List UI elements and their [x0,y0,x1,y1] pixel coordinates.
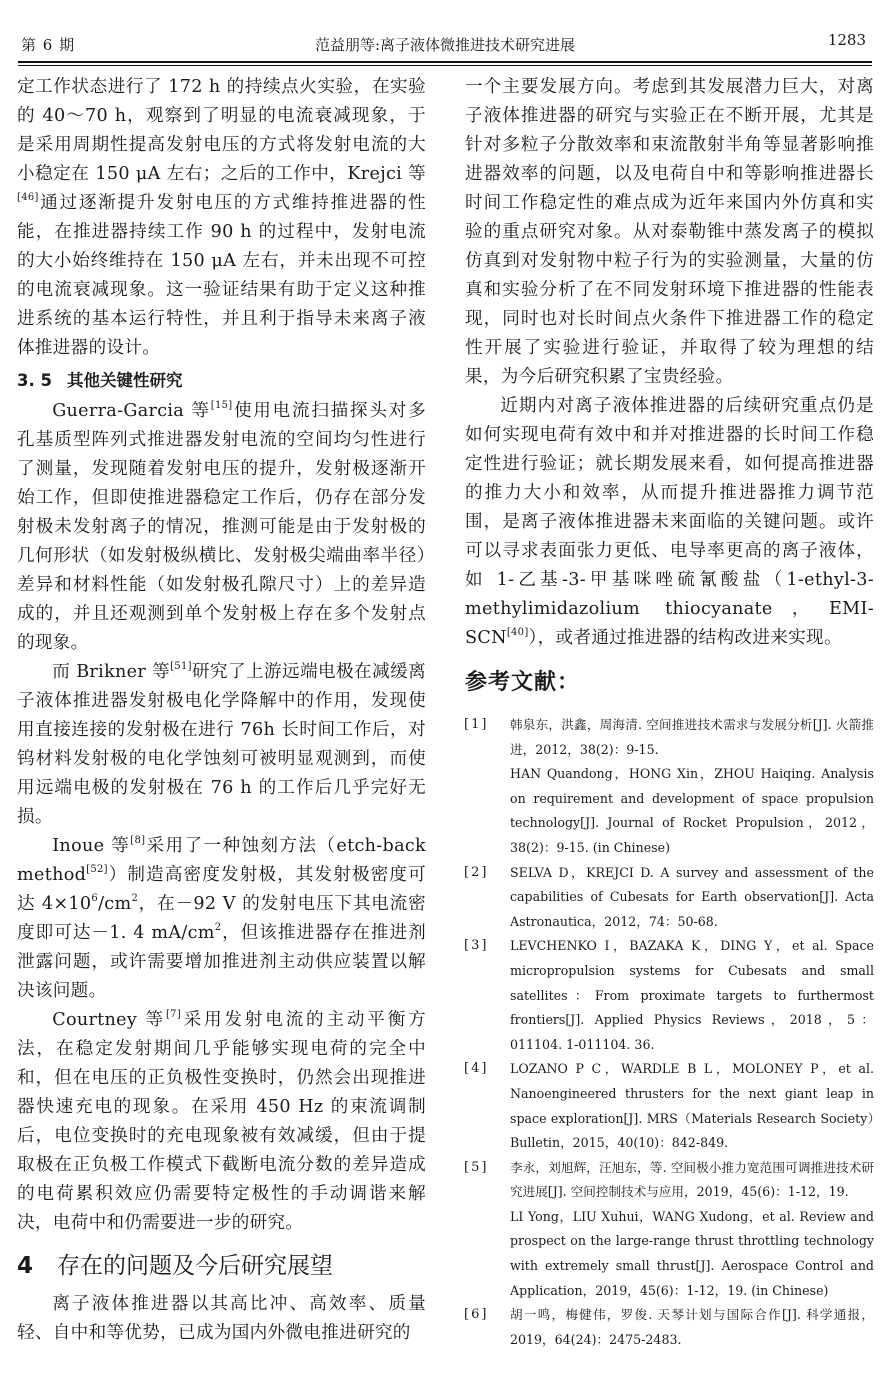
reference-item [465,1303,874,1352]
text: Guerra-Garcia 等 [52,401,211,421]
reference-text: LEVCHENKO I，BAZAKA K，DING Y，et al. Space micropropulsion systems for Cubesats and small satellites：From proximate targets to furthermost frontiers[J]. Applied Physics Reviews，2018，5：011104. 1-011104. 36. [510,938,874,1052]
section-heading-3-5 [17,365,426,397]
reference-text: 胡一鸣，梅健伟，罗俊. 天琴计划与国际合作[J]. 科学通报，2019，64(24)：2475-2483. [510,1307,874,1347]
paragraph [17,73,426,363]
paragraph [17,832,426,1006]
section-heading-4 [17,1244,426,1288]
citation: [46] [17,192,39,203]
text: 采用了一种蚀刻方法（etch-back method [17,836,426,885]
citation: [7] [165,1009,182,1020]
reference-label: [4] [464,1061,489,1077]
text: 使用电流扫描探头对多孔基质型阵列式推进器发射电流的空间均匀性进行了测量，发现随着发射电压的提升，发射极逐渐开始工作，但即使推进器稳定工作后，仍存在部分发射极未发射离子的情况，推测可能是由于发射极的几何形状（如发射极纵横比、发射极尖端曲率半径）差异和材料性能（如发射极孔隙尺寸）上的差异造成的，并且还观测到单个发射极上存在多个发射点的现象。 [17,401,426,653]
text: Inoue 等 [52,836,131,856]
exponent: 6 [91,893,99,904]
text: 一个主要发展方向。考虑到其发展潜力巨大，对离子液体推进器的研究与实验正在不断开展，尤其是针对多粒子分散效率和束流散射半角等显著影响推进器效率的问题，以及电荷自中和等影响推进器长时间工作稳定性的难点成为近年来国内外仿真和实验的重点研究对象。从对泰勒锥中蒸发离子的模拟仿真到对发射物中粒子行为的实验测量，大量的仿真和实验分析了在不同发射环境下推进器的性能表现，同时也对长时间点火条件下推进器工作的稳定性开展了实验进行验证，并取得了较为理想的结果，为今后研究积累了宝贵经验。 [465,77,874,387]
text: ，在－92 V 的发射电压下其电流密度即可达－1. 4 mA/cm [17,894,426,943]
text: 离子液体推进器以其高比冲、高效率、质量轻、自中和等优势，已成为国内外微电推进研究的 [17,1294,426,1343]
right-column [465,73,874,1352]
section-number: 3. 5 [17,371,52,390]
text: ，但该推进器存在推进剂泄露问题，或许需要增加推进剂主动供应装置以解决该问题。 [17,923,426,1001]
citation: [8] [130,835,146,846]
reference-label: [5] [464,1159,489,1175]
exponent: 2 [214,922,222,933]
reference-text-en: LI Yong，LIU Xuhui，WANG Xudong，et al. Review and prospect on the large-range thrust throttling technology with extremely small thrust[J]. Aerospace Control and Application，2019，45(6)：1-12，19. (in Chinese) [510,1208,874,1298]
text: 近期内对离子液体推进器的后续研究重点仍是如何实现电荷有效中和并对推进器的长时间工作稳定性进行验证；就长期发展来看，如何提高推进器的推力大小和效率，从而提升推进器推力调节范围，是离子液体推进器未来面临的关键问题。或许可以寻求表面张力更低、电导率更高的离子液体，如 1-乙基-3-甲基咪唑硫氰酸盐（1-ethyl-3-methylimidazolium thiocyanate，EMI-SCN [465,396,874,648]
reference-item [465,1057,874,1155]
reference-item [465,1156,874,1304]
section-title: 存在的问题及今后研究展望 [57,1253,333,1279]
text: ），或者通过推进器的结构改进来实现。 [528,628,842,648]
reference-item [465,934,874,1057]
reference-label: [3] [464,938,489,954]
paragraph [17,1006,426,1238]
text: 定工作状态进行了 172 h 的持续点火实验，在实验的 40～70 h，观察到了明显的电流衰减现象，于是采用周期性提高发射电压的方式将发射电流的大小稳定在 150 μA 左右；之后的工作中，Krejci 等 [17,77,426,184]
references-heading: 参考文献： [465,670,581,695]
text: ）制造高密度发射极，其发射极密度可达 4×10 [17,865,426,914]
header-rule-thin [18,65,872,66]
reference-text: LOZANO P C，WARDLE B L，MOLONEY P，et al. Nanoengineered thrusters for the next giant leap in space exploration[J]. MRS（Materials Research Society）Bulletin，2015，40(10)：842-849. [510,1061,874,1151]
reference-item [465,713,874,861]
header-rule [18,61,872,63]
issue-number: 第 6 期 [21,36,76,54]
reference-text-en: HAN Quandong，HONG Xin，ZHOU Haiqing. Analysis on requirement and development of space propulsion technology[J]. Journal of Rocket Propulsion，2012，38(2)：9-15. (in Chinese) [510,766,874,855]
text: 通过逐渐提升发射电压的方式维持推进器的性能，在推进器持续工作 90 h 的过程中，发射电流的大小始终维持在 150 μA 左右，并未出现不可控的电流衰减现象。这一验证结果有助于定义这种推进系统的基本运行特性，并且利于指导未来离子液体推进器的设计。 [17,193,426,358]
reference-text: 韩泉东，洪鑫，周海清. 空间推进技术需求与发展分析[J]. 火箭推进，2012，38(2)：9-15. [510,717,874,757]
exponent: 2 [131,893,139,904]
citation: [51] [170,661,192,672]
running-title: 范益朋等:离子液体微推进技术研究进展 [314,36,576,54]
section-number: 4 [17,1253,34,1279]
reference-label: [1] [464,717,489,732]
text: 而 Brikner 等 [52,662,171,682]
reference-label: [6] [464,1307,489,1323]
text: /cm [98,894,132,914]
paragraph [465,73,874,392]
text: Courtney 等 [52,1010,166,1030]
paragraph [465,392,874,653]
paragraph [17,1290,426,1348]
left-column [17,73,426,1348]
reference-text: SELVA D，KREJCI D. A survey and assessment of the capabilities of Cubesats for Earth observation[J]. Acta Astronautica，2012，74：50-68. [510,864,874,929]
reference-list [465,713,874,1352]
reference-label: [2] [464,864,489,880]
text: 采用发射电流的主动平衡方法，在稳定发射期间几乎能够实现电荷的完全中和，但在电压的正负极性变换时，仍然会出现推进器快速充电的现象。在采用 450 Hz 的束流调制后，电位变换时的充电现象被有效减缓，但由于提取极在正负极工作模式下截断电流分数的差异造成的电荷累积效应仍需要特定极性的手动调谐来解决，电荷中和仍需要进一步的研究。 [17,1010,427,1233]
paragraph [17,658,426,832]
citation: [15] [210,400,233,411]
reference-text: 李永，刘旭辉，汪旭东，等. 空间极小推力宽范围可调推进技术研究进展[J]. 空间控制技术与应用，2019，45(6)：1-12，19. [510,1159,874,1200]
page-header [18,28,872,62]
text: 研究了上游远端电极在减缓离子液体推进器发射极电化学降解中的作用，发现使用直接连接的发射极在进行 76h 长时间工作后，对钨材料发射极的电化学蚀刻可被明显观测到，而使用远端电极的发射极在 76 h 的工作后几乎完好无损。 [17,662,426,827]
reference-item [465,861,874,935]
citation: [40] [506,627,529,638]
citation: [52] [86,864,108,875]
section-title: 其他关键性研究 [67,371,183,390]
page-number: 1283 [827,31,866,49]
paragraph [17,397,426,658]
